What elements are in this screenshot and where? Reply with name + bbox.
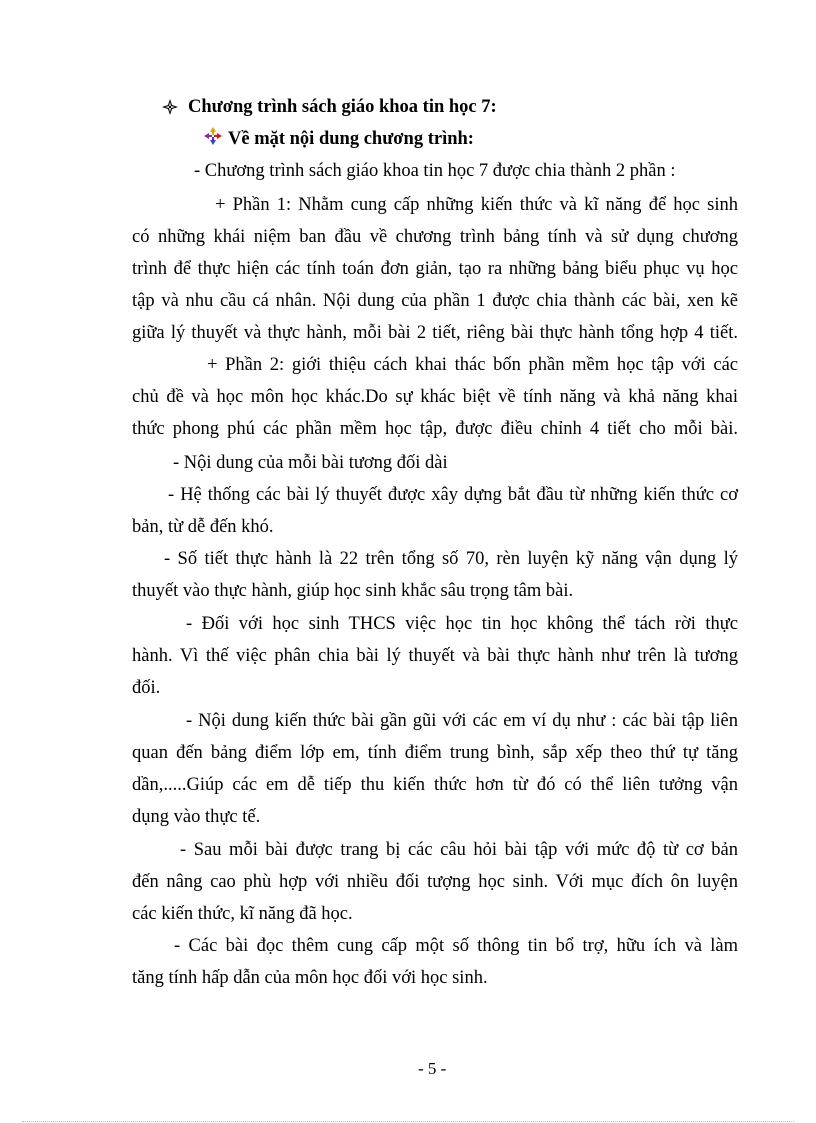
paragraph-line: - Các bài đọc thêm cung cấp một số thông tin bổ trợ, hữu ích và làm	[174, 936, 738, 956]
paragraph-line: dụng vào thực tế.	[132, 807, 261, 827]
paragraph-line: trình để thực hiện các tính toán đơn giản, tạo ra những bảng biểu phục vụ học	[132, 259, 738, 279]
paragraph-line: thức phong phú các phần mềm học tập, được điều chỉnh 4 tiết cho mỗi bài.	[132, 419, 738, 439]
paragraph-line: quan đến bảng điểm lớp em, tính điểm trung bình, sắp xếp theo thứ tự tăng	[132, 743, 738, 763]
paragraph-line: các kiến thức, kĩ năng đã học.	[132, 904, 353, 924]
paragraph-line: bản, từ dễ đến khó.	[132, 517, 274, 537]
paragraph-line: thuyết vào thực hành, giúp học sinh khắc sâu trọng tâm bài.	[132, 581, 574, 601]
paragraph-line: có những khái niệm ban đầu về chương trình bảng tính và sử dụng chương	[132, 227, 738, 247]
paragraph-line: - Đối với học sinh THCS việc học tin học không thể tách rời thực	[186, 614, 738, 634]
paragraph-line: - Nội dung của mỗi bài tương đối dài	[173, 453, 448, 473]
paragraph-line: dần,.....Giúp các em dễ tiếp thu kiến thức hơn từ đó có thể liên tưởng vận	[132, 775, 738, 795]
page-bottom-divider	[22, 1121, 794, 1122]
paragraph-line: giữa lý thuyết và thực hành, mỗi bài 2 tiết, riêng bài thực hành tổng hợp 4 tiết.	[132, 323, 738, 343]
paragraph-line: hành. Vì thế việc phân chia bài lý thuyết và bài thực hành như trên là tương	[132, 646, 738, 666]
paragraph-line: tập và nhu cầu cá nhân. Nội dung của phần 1 được chia thành các bài, xen kẽ	[132, 291, 738, 311]
paragraph-line: + Phần 2: giới thiệu cách khai thác bốn phần mềm học tập với các	[207, 355, 738, 375]
section-title: Chương trình sách giáo khoa tin học 7:	[188, 97, 497, 117]
diamond-bullet-icon	[161, 98, 179, 116]
paragraph-line: chủ đề và học môn học khác.Do sự khác biệt về tính năng và khả năng khai	[132, 387, 738, 407]
arrows-bullet-icon	[203, 126, 223, 146]
subsection-title: Về mặt nội dung chương trình:	[228, 129, 474, 149]
paragraph-line: - Sau mỗi bài được trang bị các câu hỏi bài tập với mức độ từ cơ bản	[180, 840, 738, 860]
paragraph-line: đến nâng cao phù hợp với nhiều đối tượng học sinh. Với mục đích ôn luyện	[132, 872, 738, 892]
paragraph-line: - Chương trình sách giáo khoa tin học 7 được chia thành 2 phần :	[194, 161, 676, 181]
paragraph-line: - Số tiết thực hành là 22 trên tổng số 70, rèn luyện kỹ năng vận dụng lý	[164, 549, 738, 569]
paragraph-line: - Nội dung kiến thức bài gần gũi với các em ví dụ như : các bài tập liên	[186, 711, 738, 731]
page-number: - 5 -	[418, 1059, 447, 1078]
paragraph-line: - Hệ thống các bài lý thuyết được xây dựng bắt đầu từ những kiến thức cơ	[168, 485, 738, 505]
paragraph-line: đối.	[132, 678, 161, 698]
paragraph-line: + Phần 1: Nhằm cung cấp những kiến thức và kĩ năng để học sinh	[215, 195, 738, 215]
paragraph-line: tăng tính hấp dẫn của môn học đối với học sinh.	[132, 968, 488, 988]
